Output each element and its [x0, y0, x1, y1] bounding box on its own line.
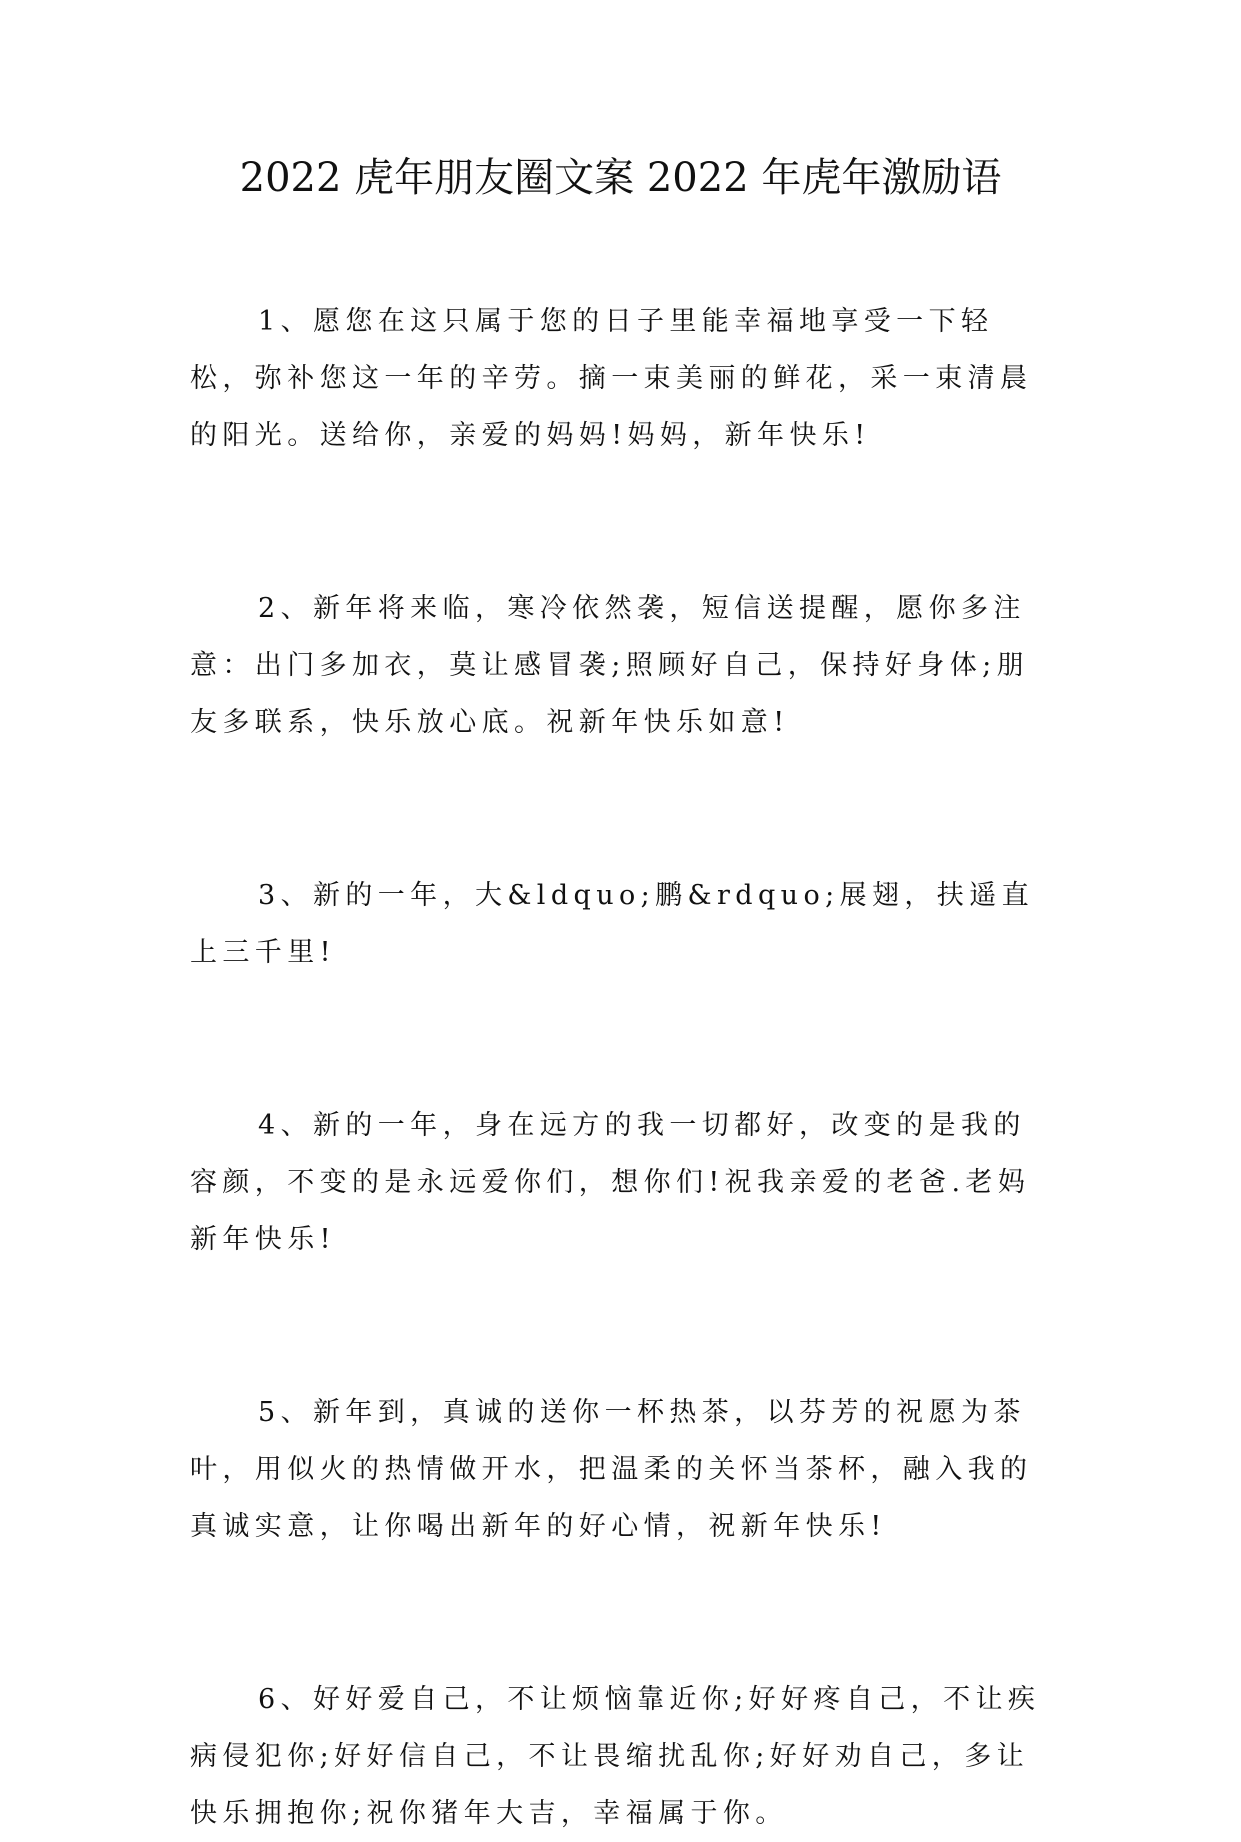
- document-title: 2022 虎年朋友圈文案 2022 年虎年激励语: [239, 155, 1002, 201]
- paragraph-4: 4、新的一年，身在远方的我一切都好，改变的是我的容颜，不变的是永远爱你们，想你们!祝我亲爱的老爸.老妈新年快乐!: [190, 1110, 1031, 1255]
- paragraph-2: 2、新年将来临，寒冷依然袭，短信送提醒，愿你多注意：出门多加衣，莫让感冒袭;照顾好自己，保持好身体;朋友多联系，快乐放心底。祝新年快乐如意!: [190, 593, 1029, 738]
- paragraph-5: 5、新年到，真诚的送你一杯热茶，以芬芳的祝愿为茶叶，用似火的热情做开水，把温柔的关怀当茶杯，融入我的真诚实意，让你喝出新年的好心情，祝新年快乐!: [190, 1397, 1033, 1542]
- paragraph-1: 1、愿您在这只属于您的日子里能幸福地享受一下轻松，弥补您这一年的辛劳。摘一束美丽的鲜花，采一束清晨的阳光。送给你，亲爱的妈妈!妈妈，新年快乐!: [190, 306, 1033, 451]
- paragraph-6: 6、好好爱自己，不让烦恼靠近你;好好疼自己，不让疾病侵犯你;好好信自己，不让畏缩扰乱你;好好劝自己，多让快乐拥抱你;祝你猪年大吉，幸福属于你。: [190, 1684, 1041, 1829]
- paragraph-3: 3、新的一年，大&ldquo;鹏&rdquo;展翅，扶遥直上三千里!: [190, 880, 1035, 968]
- document-body: [190, 293, 1052, 1842]
